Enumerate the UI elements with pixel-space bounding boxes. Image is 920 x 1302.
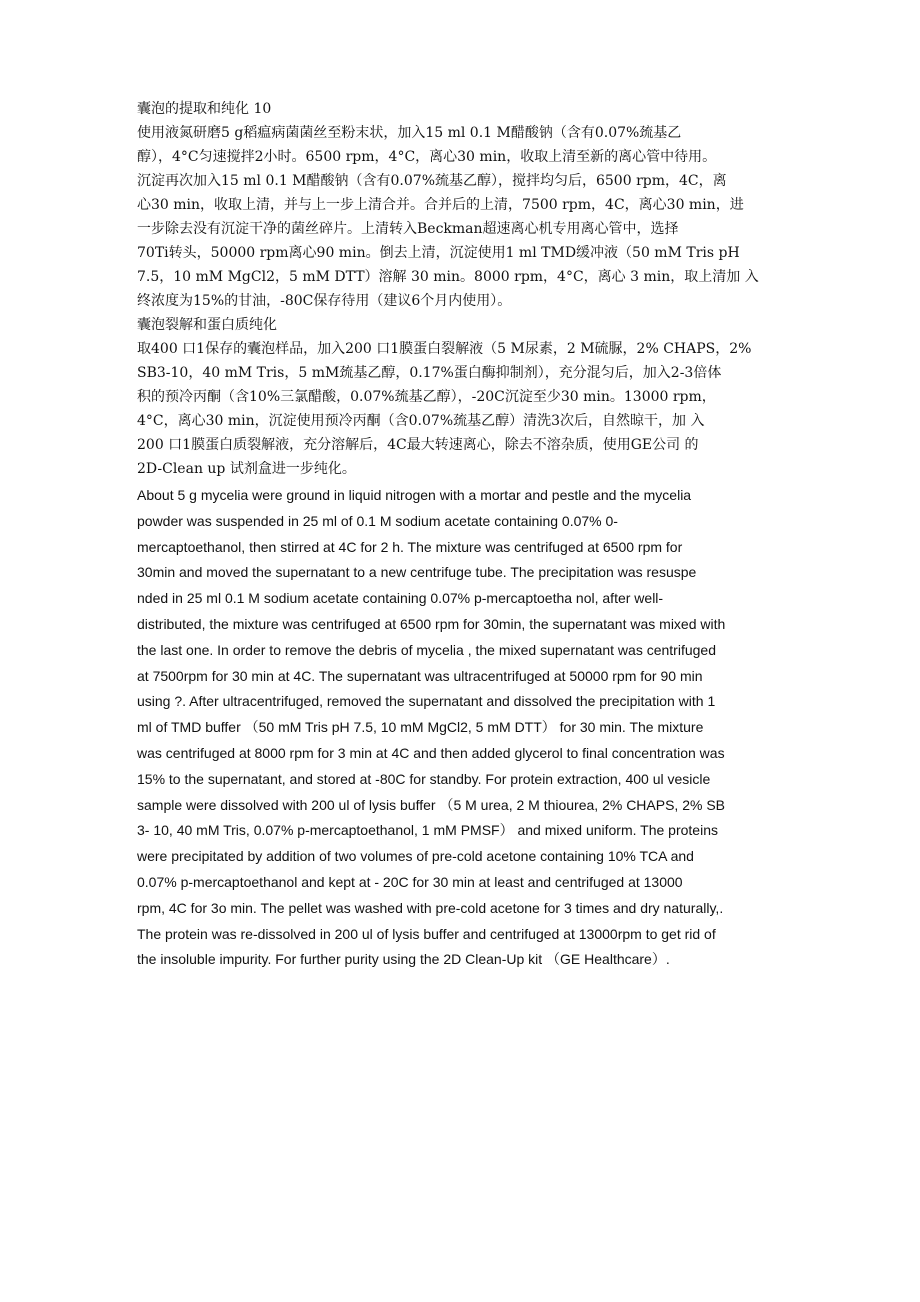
paragraph-line: distributed, the mixture was centrifuged at 6500 rpm for 30min, the supernatant was mixed with (137, 615, 726, 632)
paragraph-line: 2D-Clean up 试剂盒进一步纯化。 (137, 461, 356, 477)
paragraph-line: 0.07% p-mercaptoethanol and kept at - 20C for 30 min at least and centrifuged at 13000 (137, 873, 683, 890)
paragraph-line: 心30 min，收取上清，并与上一步上清合并。合并后的上清，7500 rpm，4C，离心30 min，进 (137, 197, 744, 213)
paragraph-line: 终浓度为15%的甘油，-80C保存待用（建议6个月内使用）。 (137, 293, 512, 309)
paragraph-line: 15% to the supernatant, and stored at -80C for standby. For protein extraction, 400 ul vesicle (137, 770, 711, 787)
section-heading-lysis: 囊泡裂解和蛋白质纯化 (137, 317, 277, 333)
paragraph-line: powder was suspended in 25 ml of 0.1 M sodium acetate containing 0.07% 0- (137, 512, 618, 529)
paragraph-line: rpm, 4C for 3o min. The pellet was washed with pre-cold acetone for 3 times and dry naturally,. (137, 899, 724, 916)
paragraph-line: 200 口1膜蛋白质裂解液，充分溶解后，4C最大转速离心，除去不溶杂质，使用GE公司 的 (137, 437, 699, 453)
paragraph-line: at 7500rpm for 30 min at 4C. The supernatant was ultracentrifuged at 50000 rpm for 90 min (137, 667, 703, 684)
paragraph-line: 醇），4°C匀速搅拌2小时。6500 rpm，4°C，离心30 min，收取上清至新的离心管中待用。 (137, 149, 717, 165)
english-protocol-section (137, 483, 787, 973)
paragraph-line: the insoluble impurity. For further purity using the 2D Clean-Up kit （GE Healthcare）. (137, 951, 670, 968)
paragraph-line: 30min and moved the supernatant to a new centrifuge tube. The precipitation was resuspe (137, 564, 697, 581)
paragraph-line: sample were dissolved with 200 ul of lysis buffer （5 M urea, 2 M thiourea, 2% CHAPS, 2% SB (137, 796, 726, 813)
paragraph-line: the last one. In order to remove the debris of mycelia , the mixed supernatant was centrifuged (137, 641, 716, 658)
paragraph-line: 沉淀再次加入15 ml 0.1 M醋酸钠（含有0.07%巯基乙醇），搅拌均匀后，6500 rpm，4C，离 (137, 173, 727, 189)
paragraph-line: 使用液氮研磨5 g稻瘟病菌菌丝至粉末状，加入15 ml 0.1 M醋酸钠（含有0.07%巯基乙 (137, 125, 682, 141)
paragraph-line: 取400 口1保存的囊泡样品，加入200 口1膜蛋白裂解液（5 M尿素，2 M硫脲，2% CHAPS，2% (137, 341, 752, 357)
paragraph-line: nded in 25 ml 0.1 M sodium acetate containing 0.07% p-mercaptoetha nol, after well- (137, 590, 664, 607)
paragraph-line: mercaptoethanol, then stirred at 4C for 2 h. The mixture was centrifuged at 6500 rpm for (137, 538, 683, 555)
paragraph-line: 7.5，10 mM MgCl2，5 mM DTT）溶解 30 min。8000 rpm，4°C，离心 3 min，取上清加 入 (137, 269, 759, 285)
paragraph-line: using ?. After ultracentrifuged, removed the supernatant and dissolved the precipitation with 1 (137, 693, 716, 710)
paragraph-line: 一步除去没有沉淀干净的菌丝碎片。上清转入Beckman超速离心机专用离心管中，选择 (137, 221, 679, 237)
paragraph-line: 3- 10, 40 mM Tris, 0.07% p-mercaptoethanol, 1 mM PMSF） and mixed uniform. The proteins (137, 822, 718, 839)
chinese-protocol-section (137, 97, 787, 481)
paragraph-line: ml of TMD buffer （50 mM Tris pH 7.5, 10 mM MgCl2, 5 mM DTT） for 30 min. The mixture (137, 719, 704, 736)
section-heading-extraction: 囊泡的提取和纯化 10 (137, 101, 272, 117)
paragraph-line: were precipitated by addition of two volumes of pre-cold acetone containing 10% TCA and (137, 848, 694, 865)
paragraph-line: SB3-10，40 mM Tris，5 mM巯基乙醇，0.17%蛋白酶抑制剂），充分混匀后，加入2-3倍体 (137, 365, 722, 381)
paragraph-line: 70Ti转头，50000 rpm离心90 min。倒去上清，沉淀使用1 ml TMD缓冲液（50 mM Tris pH (137, 245, 740, 261)
paragraph-line: About 5 g mycelia were ground in liquid nitrogen with a mortar and pestle and the mycelia (137, 487, 692, 503)
paragraph-line: 积的预冷丙酮（含10%三氯醋酸，0.07%巯基乙醇），-20C沉淀至少30 min。13000 rpm， (137, 389, 716, 405)
paragraph-line: was centrifuged at 8000 rpm for 3 min at 4C and then added glycerol to final concentration was (137, 744, 725, 761)
paragraph-line: The protein was re-dissolved in 200 ul of lysis buffer and centrifuged at 13000rpm to get rid of (137, 925, 716, 942)
paragraph-line: 4°C，离心30 min，沉淀使用预冷丙酮（含0.07%巯基乙醇）清洗3次后，自然晾干，加 入 (137, 413, 705, 429)
